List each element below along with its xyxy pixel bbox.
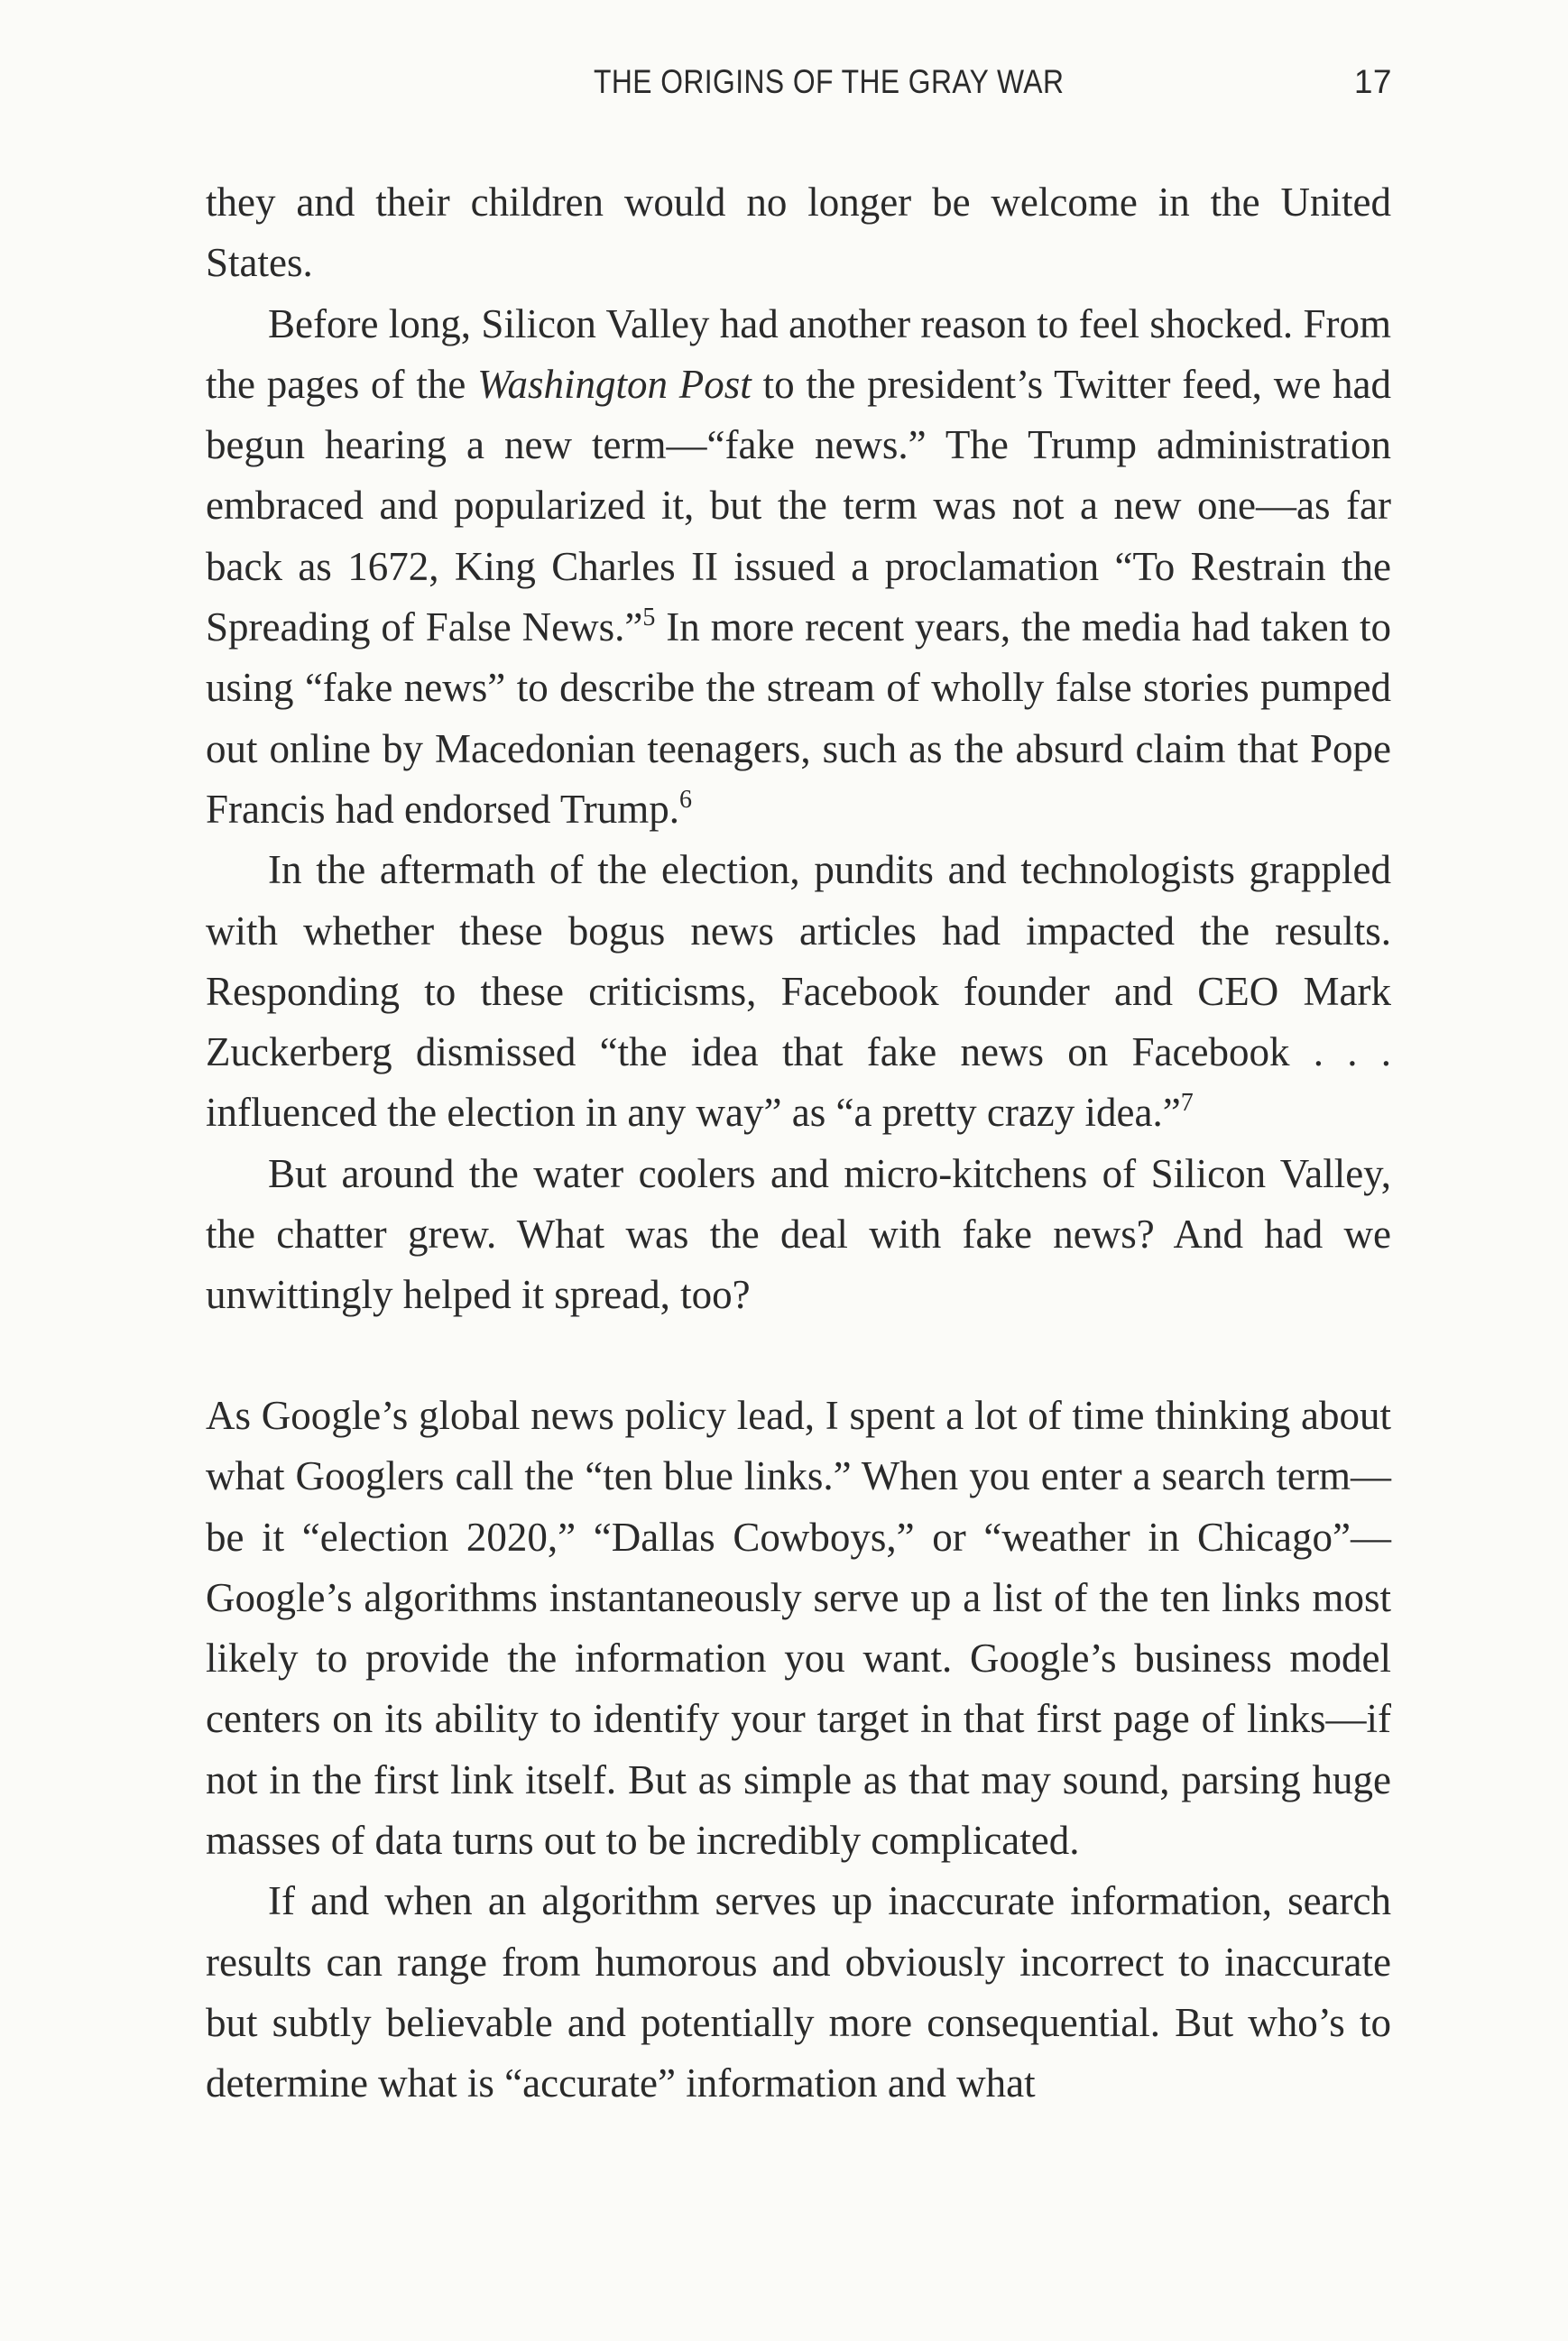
- paragraph-text-end: In more recent years, the media had taken to using “fake news” to describe the stream of wholly false stories pumped out online by Macedonian teenagers, such as the absurd claim that Pope Francis had endorsed Trump.: [206, 604, 1392, 832]
- footnote-marker: 6: [678, 785, 692, 814]
- page-number: 17: [1353, 63, 1392, 100]
- body-text-section-one: [206, 172, 1391, 1326]
- paragraph-text-start: Before long, Silicon Valley had another reason to feel shocked. From the pages of the: [206, 300, 1391, 407]
- paragraph-text: they and their children would no longer be welcome in the United States.: [206, 180, 1391, 286]
- paragraph-continued: [206, 172, 1391, 294]
- paragraph-fake-news-term: [206, 294, 1391, 841]
- paragraph-election-aftermath: [206, 840, 1391, 1143]
- body-text-section-two: [206, 1386, 1391, 2115]
- footnote-marker: 5: [642, 604, 656, 632]
- italic-publication-title: Washington Post: [477, 361, 752, 407]
- paragraph-text: In the aftermath of the election, pundits and technologists grappled with whether these bogus news articles had impacted the results. Responding to these criticisms, Facebook founder and CEO Mark Zuckerberg dismissed “the idea that fake news on Facebook . . . influenced the election in any way” as “a pretty crazy idea.”: [206, 847, 1391, 1136]
- paragraph-text: But around the water coolers and micro-kitchens of Silicon Valley, the chatter grew. What was the deal with fake news? And had we unwittingly helped it spread, too?: [206, 1150, 1391, 1318]
- running-title: THE ORIGINS OF THE GRAY WAR: [594, 63, 1065, 100]
- paragraph-silicon-valley-chatter: [206, 1144, 1391, 1326]
- paragraph-text: If and when an algorithm serves up inaccurate information, search results can range from humorous and obviously incorrect to inaccurate but subtly believable and potentially more consequential. But who’s to determine what is “accurate” information and what: [206, 1878, 1391, 2106]
- paragraph-text: As Google’s global news policy lead, I spent a lot of time thinking about what Googlers call the “ten blue links.” When you enter a search term—be it “election 2020,” “Dallas Cowboys,” or “weather in Chicago”—Google’s algorithms instantaneously serve up a list of the ten links most likely to provide the information you want. Google’s business model centers on its ability to identify your target in that first page of links—if not in the first link itself. But as simple as that may sound, parsing huge masses of data turns out to be incredibly complicated.: [206, 1393, 1391, 1864]
- paragraph-text-middle: to the president’s Twitter feed, we had begun hearing a new term—“fake news.” The Trump administration embraced and popularized it, but the term was not a new one—as far back as 1672, King Charles II issued a proclamation “To Restrain the Spreading of False News.”: [206, 361, 1391, 650]
- running-head: [0, 63, 1568, 117]
- footnote-marker: 7: [1180, 1089, 1194, 1118]
- paragraph-ten-blue-links: [206, 1386, 1391, 1871]
- paragraph-inaccurate-information: [206, 1871, 1391, 2114]
